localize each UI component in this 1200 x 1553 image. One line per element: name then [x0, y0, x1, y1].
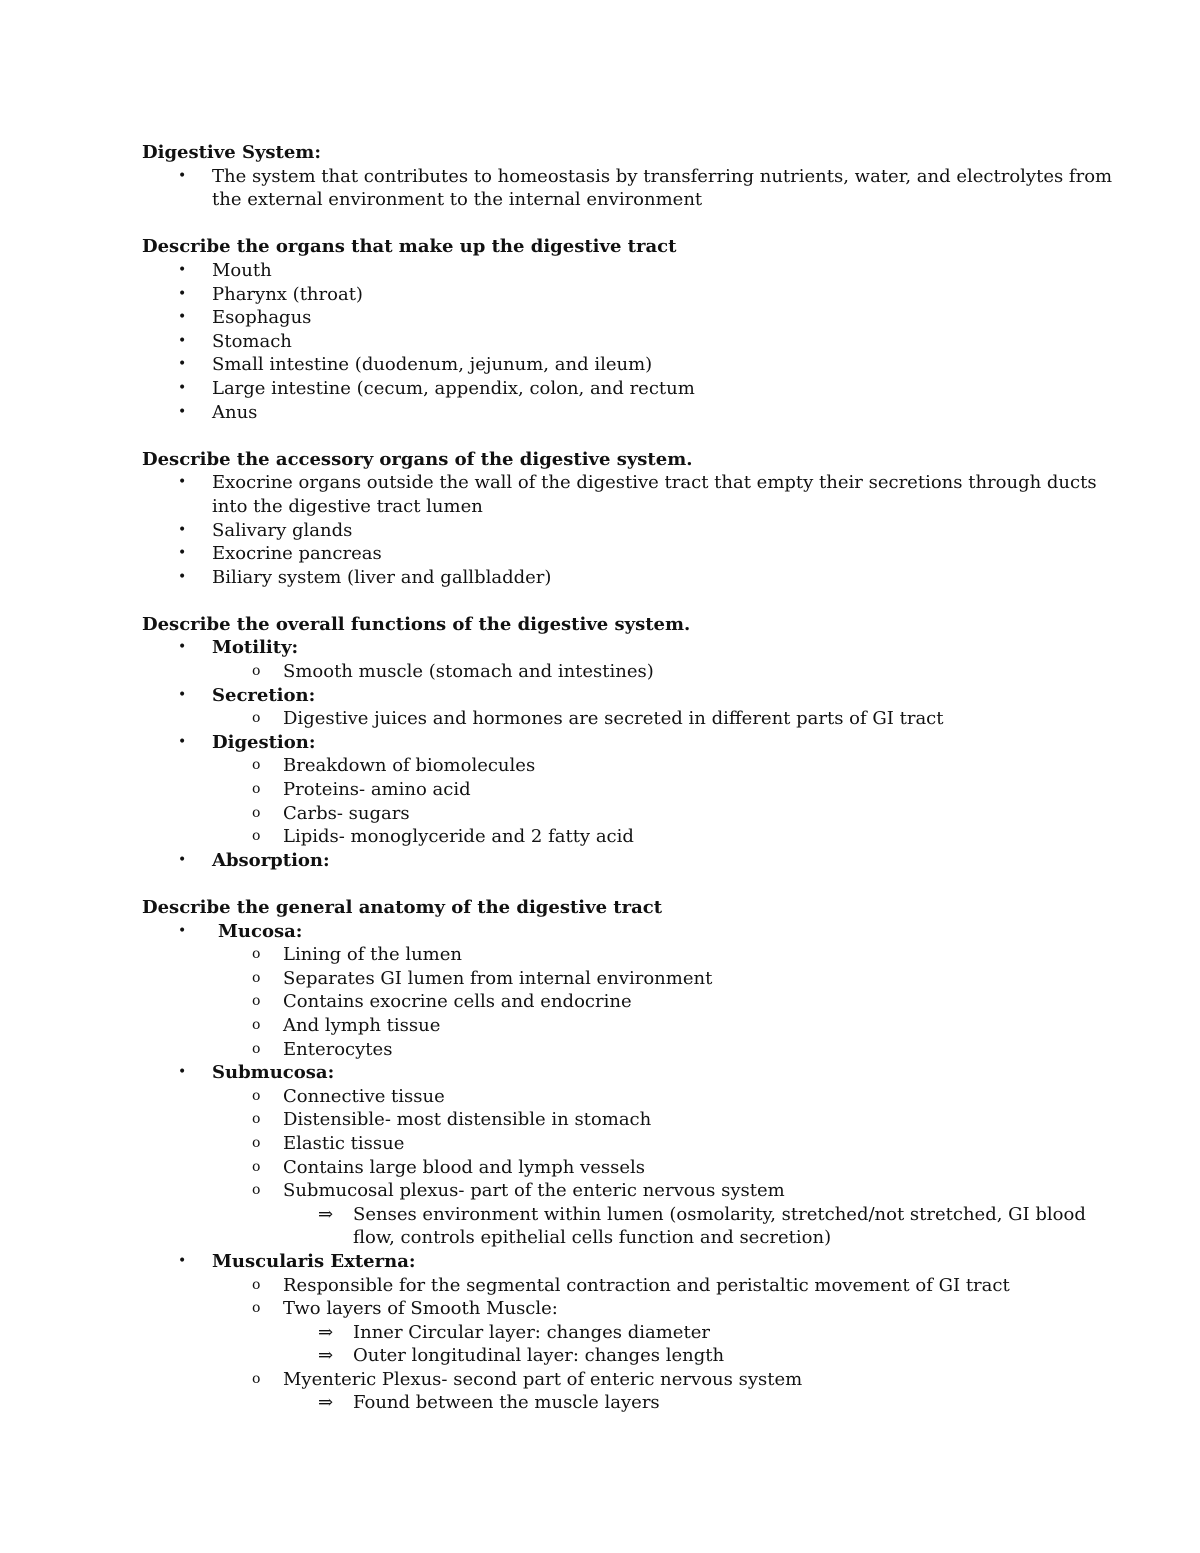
list-item-text: Contains large blood and lymph vessels — [283, 1156, 646, 1178]
list-item-text: Carbs- sugars — [283, 802, 410, 824]
bullet-icon: • — [178, 309, 187, 326]
list-item-level-1 — [142, 920, 1062, 944]
list-item-level-1 — [142, 636, 1062, 660]
bullet-icon: • — [178, 285, 187, 302]
list-item-text: Smooth muscle (stomach and intestines) — [283, 661, 654, 683]
bullet-icon: • — [178, 733, 187, 750]
list-item-level-1 — [142, 165, 1113, 189]
list-item-level-2 — [142, 1014, 1062, 1038]
list-item-level-1 — [142, 283, 1062, 307]
list-item-level-2 — [142, 990, 1062, 1014]
list-item-level-2 — [142, 1368, 1062, 1392]
bullet-icon: • — [178, 356, 187, 373]
list-item-level-2 — [142, 707, 1062, 731]
circle-bullet-icon: o — [252, 1134, 261, 1151]
arrow-bullet-icon: ⇒ — [318, 1203, 334, 1225]
bullet-icon: • — [178, 639, 187, 656]
list-item-text: Elastic tissue — [283, 1132, 405, 1154]
list-item-text: into the digestive tract lumen — [212, 495, 483, 517]
list-item-text: Exocrine organs outside the wall of the digestive tract that empty their secretions through ducts — [212, 472, 1097, 494]
bullet-icon: • — [178, 379, 187, 396]
list-item-text: Responsible for the segmental contraction and peristaltic movement of GI tract — [283, 1274, 1010, 1296]
list-item-text: Digestion: — [212, 731, 316, 753]
list-item-text: Found between the muscle layers — [353, 1392, 660, 1414]
list-item-text: Separates GI lumen from internal environment — [283, 967, 713, 989]
list-item-text: the external environment to the internal environment — [212, 189, 703, 211]
list-item-level-2 — [142, 1085, 1062, 1109]
list-item-level-1 — [142, 1061, 1062, 1085]
list-item-text: Biliary system (liver and gallbladder) — [212, 566, 552, 588]
list-item-text: Connective tissue — [283, 1085, 445, 1107]
list-item-text: Esophagus — [212, 307, 312, 329]
list-item-level-2 — [142, 1274, 1062, 1298]
bullet-icon: • — [178, 568, 187, 585]
section-heading: Describe the organs that make up the digestive tract — [142, 236, 677, 258]
list-item-text: Senses environment within lumen (osmolarity, stretched/not stretched, GI blood — [353, 1203, 1086, 1225]
list-item-text: Myenteric Plexus- second part of enteric nervous system — [283, 1368, 803, 1390]
list-item-level-1 — [142, 731, 1062, 755]
list-item-text: Inner Circular layer: changes diameter — [353, 1321, 710, 1343]
list-item-level-1 — [142, 377, 1062, 401]
list-item-text: Breakdown of biomolecules — [283, 755, 536, 777]
bullet-icon: • — [178, 474, 187, 491]
list-item-level-1 — [142, 684, 1062, 708]
list-item-text: Submucosa: — [212, 1062, 335, 1084]
list-item-text: Large intestine (cecum, appendix, colon, and rectum — [212, 377, 695, 399]
arrow-bullet-icon: ⇒ — [318, 1345, 334, 1367]
list-item-level-2 — [142, 825, 1062, 849]
list-item-level-1 — [142, 849, 1062, 873]
list-item-level-2 — [142, 943, 1062, 967]
section-heading: Digestive System: — [142, 142, 321, 163]
circle-bullet-icon: o — [252, 828, 261, 845]
bullet-icon: • — [178, 1252, 187, 1269]
circle-bullet-icon: o — [252, 946, 261, 963]
bullet-icon: • — [178, 1064, 187, 1081]
bullet-icon: • — [178, 521, 187, 538]
circle-bullet-icon: o — [252, 969, 261, 986]
section-heading: Describe the accessory organs of the digestive system. — [142, 448, 693, 470]
section-heading: Describe the general anatomy of the digestive tract — [142, 897, 663, 918]
circle-bullet-icon: o — [252, 1276, 261, 1293]
list-item-level-2 — [142, 967, 1062, 991]
circle-bullet-icon: o — [252, 1111, 261, 1128]
section-heading: Describe the overall functions of the digestive system. — [142, 613, 691, 635]
list-item-text: Enterocytes — [283, 1038, 393, 1060]
section-gap — [142, 589, 1062, 613]
arrow-bullet-icon: ⇒ — [318, 1392, 334, 1414]
list-item-level-2 — [142, 778, 1062, 802]
circle-bullet-icon: o — [252, 1040, 261, 1057]
list-item-level-1 — [142, 519, 1062, 543]
bullet-icon: • — [178, 545, 187, 562]
document-page — [142, 141, 1113, 1415]
bullet-icon: • — [178, 686, 187, 703]
list-item-level-1 — [142, 1250, 1062, 1274]
list-item-level-3 — [142, 1391, 1062, 1415]
list-item-level-1 — [142, 566, 1062, 590]
list-item-text: Mucosa: — [218, 920, 303, 942]
list-item-text: Salivary glands — [212, 519, 353, 541]
circle-bullet-icon: o — [252, 1158, 261, 1175]
arrow-bullet-icon: ⇒ — [318, 1321, 334, 1343]
list-item-text: Contains exocrine cells and endocrine — [283, 991, 632, 1013]
list-item-level-1 — [142, 542, 1062, 566]
list-item-level-2 — [142, 1179, 1062, 1203]
list-item-level-1 — [142, 401, 1062, 425]
list-item-text: Muscularis Externa: — [212, 1250, 416, 1272]
list-item-level-3 — [142, 1226, 1062, 1250]
bullet-icon: • — [178, 851, 187, 868]
circle-bullet-icon: o — [252, 1182, 261, 1199]
list-item-text: Stomach — [212, 330, 292, 352]
circle-bullet-icon: o — [252, 1300, 261, 1317]
circle-bullet-icon: o — [252, 710, 261, 727]
list-item-level-1 — [142, 495, 1062, 519]
bullet-icon: • — [178, 403, 187, 420]
list-item-level-3 — [142, 1321, 1062, 1345]
list-item-level-2 — [142, 1038, 1062, 1062]
list-item-text: Lipids- monoglyceride and 2 fatty acid — [283, 826, 634, 848]
list-item-text: The system that contributes to homeostasis by transferring nutrients, water, and electrolytes from — [212, 165, 1113, 187]
list-item-level-1 — [142, 330, 1062, 354]
list-item-level-2 — [142, 660, 1062, 684]
circle-bullet-icon: o — [252, 993, 261, 1010]
bullet-icon: • — [178, 261, 187, 278]
circle-bullet-icon: o — [252, 804, 261, 821]
bullet-icon: • — [178, 332, 187, 349]
list-item-level-2 — [142, 1297, 1062, 1321]
list-item-level-2 — [142, 1132, 1062, 1156]
list-item-level-1 — [142, 471, 1097, 495]
circle-bullet-icon: o — [252, 663, 261, 680]
list-item-text: Absorption: — [212, 849, 330, 871]
bullet-icon: • — [178, 922, 187, 939]
list-item-level-1 — [142, 306, 1062, 330]
circle-bullet-icon: o — [252, 781, 261, 798]
list-item-text: Pharynx (throat) — [212, 283, 363, 305]
list-item-text: Exocrine pancreas — [212, 543, 382, 565]
list-item-level-2 — [142, 1108, 1062, 1132]
list-item-level-1 — [142, 259, 1062, 283]
list-item-text: Two layers of Smooth Muscle: — [283, 1298, 558, 1320]
list-item-text: Motility: — [212, 637, 299, 659]
circle-bullet-icon: o — [252, 757, 261, 774]
list-item-text: Digestive juices and hormones are secreted in different parts of GI tract — [283, 708, 944, 730]
list-item-text: Small intestine (duodenum, jejunum, and ileum) — [212, 354, 653, 376]
list-item-level-1 — [142, 353, 1062, 377]
list-item-level-1 — [142, 188, 1062, 212]
list-item-level-3 — [142, 1344, 1062, 1368]
list-item-level-2 — [142, 802, 1062, 826]
list-item-level-2 — [142, 754, 1062, 778]
list-item-level-3 — [142, 1203, 1086, 1227]
list-item-level-2 — [142, 1156, 1062, 1180]
list-item-text: And lymph tissue — [283, 1014, 441, 1036]
list-item-text: Lining of the lumen — [283, 944, 462, 966]
circle-bullet-icon: o — [252, 1087, 261, 1104]
bullet-icon: • — [178, 167, 187, 184]
list-item-text: Distensible- most distensible in stomach — [283, 1109, 652, 1131]
list-item-text: Submucosal plexus- part of the enteric nervous system — [283, 1180, 785, 1202]
section-gap — [142, 872, 1062, 896]
list-item-text: Anus — [212, 401, 258, 423]
circle-bullet-icon: o — [252, 1370, 261, 1387]
section-gap — [142, 424, 1062, 448]
list-item-text: Secretion: — [212, 684, 316, 706]
section-gap — [142, 212, 1062, 236]
list-item-text: Mouth — [212, 259, 272, 281]
list-item-text: Proteins- amino acid — [283, 779, 471, 801]
list-item-text: flow, controls epithelial cells function and secretion) — [353, 1227, 832, 1249]
circle-bullet-icon: o — [252, 1016, 261, 1033]
list-item-text: Outer longitudinal layer: changes length — [353, 1345, 725, 1367]
